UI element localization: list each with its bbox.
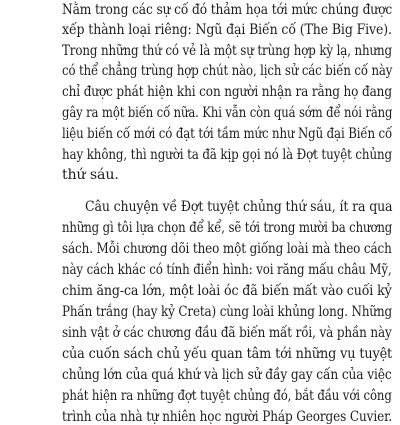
text-line: gây ra một biến cố nữa. Khi vẫn còn quá sớm để nói rằng (62, 105, 393, 121)
text-line: xếp thành loại riêng: Ngũ đại Biến cố (The Big Five). (62, 22, 392, 38)
text-line: Phấn trắng (hay kỷ Creta) cùng loài khủng long. Những (62, 304, 393, 320)
text-line: của cuốn sách chủ yếu quan tâm tới những vụ tuyệt (62, 346, 393, 362)
text-line: liệu biến cố mới có đạt tới tầm mức như Ngũ đại Biến cố (62, 126, 393, 142)
text-line: Nằm trong các sự cố đó thảm họa tới mức chúng được (62, 2, 393, 18)
text-line: Trong những thứ có vẻ là một sự trùng hợp kỳ lạ, nhưng (62, 43, 392, 59)
text-line: này cách khác có tính điển hình: voi răng mấu châu Mỹ, (62, 262, 392, 278)
text-line: sinh vật ở các chương đầu đã biến mất rồi, và phần này (62, 325, 392, 341)
text-line: có thể chẳng trùng hợp chút nào, lịch sử các biến cố này (62, 63, 393, 79)
text-line: thứ sáu. (62, 167, 119, 183)
text-line: phát hiện ra những đợt tuyệt chủng đó, bắt đầu với công (62, 388, 392, 404)
text-line: hay không, thì người ta đã kịp gọi nó là Đợt tuyệt chủng (62, 147, 393, 163)
text-line: chim ăng-ca lớn, một loài óc đã biến mất vào cuối kỷ (62, 283, 392, 299)
text-line: những gì tôi lựa chọn để kể, sẽ tới trong mười ba chương (62, 220, 393, 236)
text-line: sách. Mỗi chương dõi theo một giống loài mà theo cách (62, 241, 392, 257)
text-line: chỉ được phát hiện khi con người nhận ra rằng họ đang (62, 84, 392, 100)
text-line: trình của nhà tự nhiên học người Pháp Georges Cuvier. (62, 409, 393, 425)
text-line: chủng lớn của quá khứ và lịch sử đầy gay cấn của việc (62, 367, 392, 383)
text-line: Câu chuyện về Đợt tuyệt chủng thứ sáu, ít ra qua (85, 199, 393, 215)
